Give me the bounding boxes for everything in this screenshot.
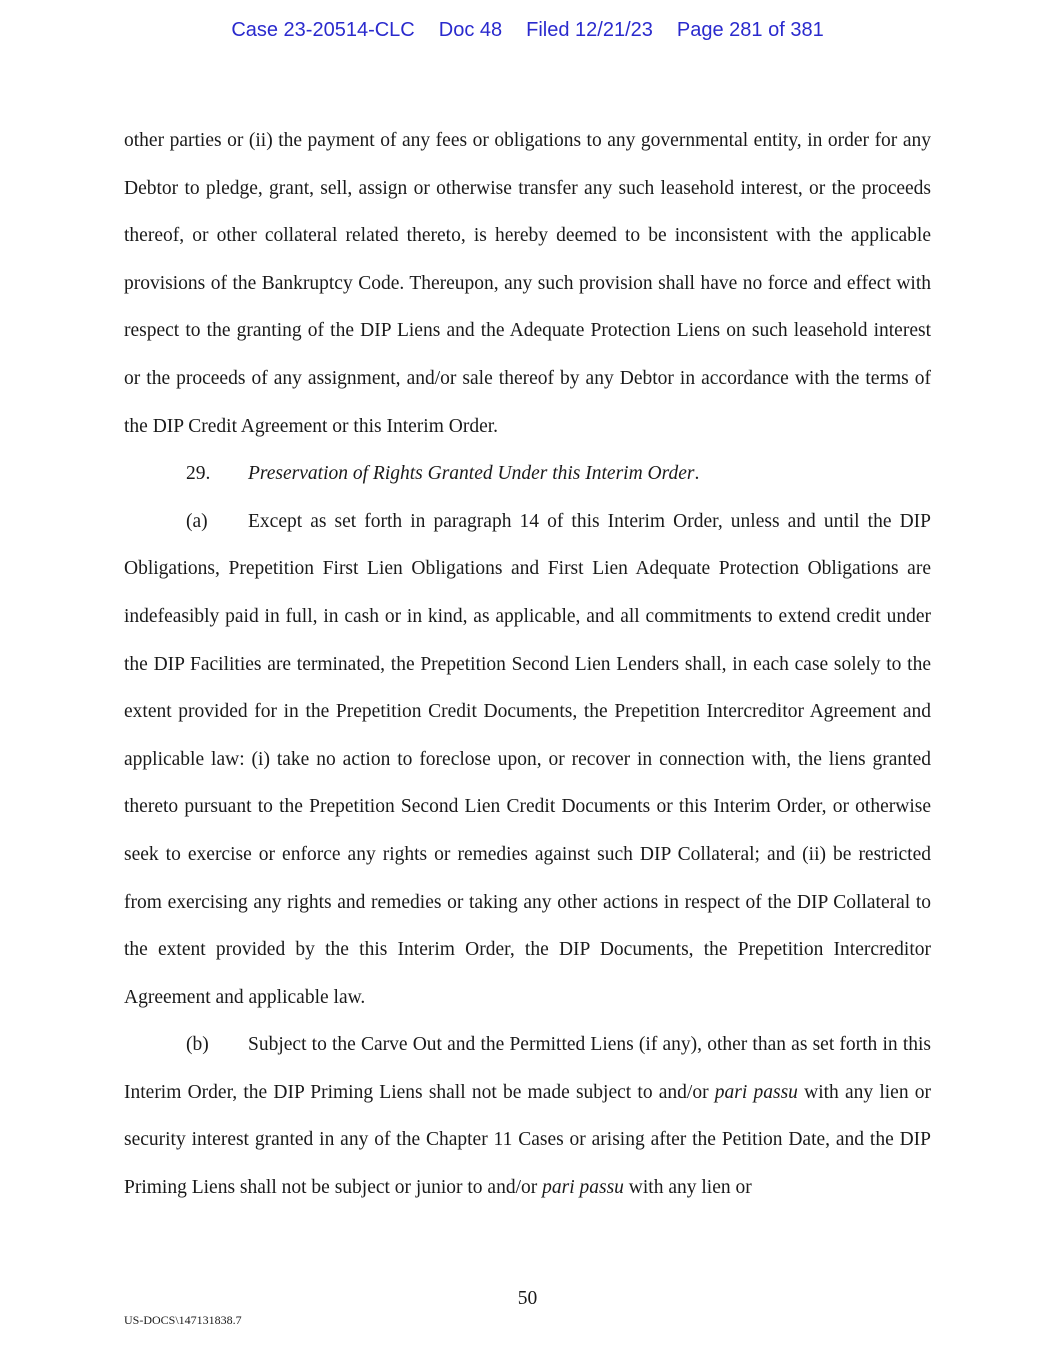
- subparagraph-b-label: (b): [186, 1034, 209, 1056]
- pari-passu-italic-1: pari passu: [714, 1081, 798, 1103]
- section-title-period: .: [694, 463, 700, 485]
- section-29-heading: [124, 450, 931, 498]
- paragraph-continuation-text: other parties or (ii) the payment of any fees or obligations to any governmental entity, in order for any Debtor to pledge, grant, sell, assign or otherwise transfer any such leasehold interest, or the proceeds thereof, or other collateral related thereto, is hereby deemed to be inconsistent with the applicable provisions of the Bankruptcy Code. Thereupon, any such provision shall have no force and effect with respect to the granting of the DIP Liens and the Adequate Protection Liens on such leasehold interest or the proceeds of any assignment, and/or sale thereof by any Debtor in accordance with the terms of the DIP Credit Agreement or this Interim Order.: [124, 130, 931, 437]
- subparagraph-b-text-2: with any lien or security interest granted in any of the Chapter 11 Cases or arising after the Petition Date, and the DIP Priming Liens shall not be subject or junior to and/or: [124, 1081, 932, 1199]
- subparagraph-b-text-3: with any lien or: [623, 1177, 752, 1199]
- subparagraph-b-text-1: Subject to the Carve Out and the Permitted Liens (if any), other than as set forth in this Interim Order, the DIP Priming Liens shall not be made subject to and/or: [124, 1034, 931, 1103]
- subparagraph-a-label: (a): [186, 510, 208, 532]
- page-number: 50: [517, 1288, 538, 1309]
- body-text: [124, 117, 931, 1212]
- filed-date: Filed 12/21/23: [526, 19, 653, 41]
- case-number: Case 23-20514-CLC: [231, 19, 415, 41]
- document-id: US-DOCS\147131838.7: [124, 1313, 242, 1327]
- section-title: Preservation of Rights Granted Under this Interim Order: [248, 463, 695, 485]
- section-number: 29.: [186, 463, 211, 485]
- doc-number: Doc 48: [438, 19, 503, 41]
- court-filing-header: [0, 19, 1055, 42]
- subparagraph-a-text: Except as set forth in paragraph 14 of this Interim Order, unless and until the DIP Obligations, Prepetition First Lien Obligations and First Lien Adequate Protection Obligations are indefeasibly paid in full, in cash or in kind, as applicable, and all commitments to extend credit under the DIP Facilities are terminated, the Prepetition Second Lien Lenders shall, in each case solely to the extent provided for in the Prepetition Credit Documents, the Prepetition Intercreditor Agreement and applicable law: (i) take no action to foreclose upon, or recover in connection with, the liens granted thereto pursuant to the Prepetition Second Lien Credit Documents or this Interim Order, or otherwise seek to exercise or enforce any rights or remedies against such DIP Collateral; and (ii) be restricted from exercising any rights and remedies or taking any other actions in respect of the DIP Collateral to the extent provided by the this Interim Order, the DIP Documents, the Prepetition Intercreditor Agreement and applicable law.: [124, 510, 931, 1008]
- page-of-total: Page 281 of 381: [676, 19, 824, 41]
- pari-passu-italic-2: pari passu: [542, 1177, 624, 1199]
- subparagraph-a: [124, 498, 931, 1022]
- subparagraph-b: [124, 1021, 931, 1211]
- paragraph-continuation: [124, 117, 931, 450]
